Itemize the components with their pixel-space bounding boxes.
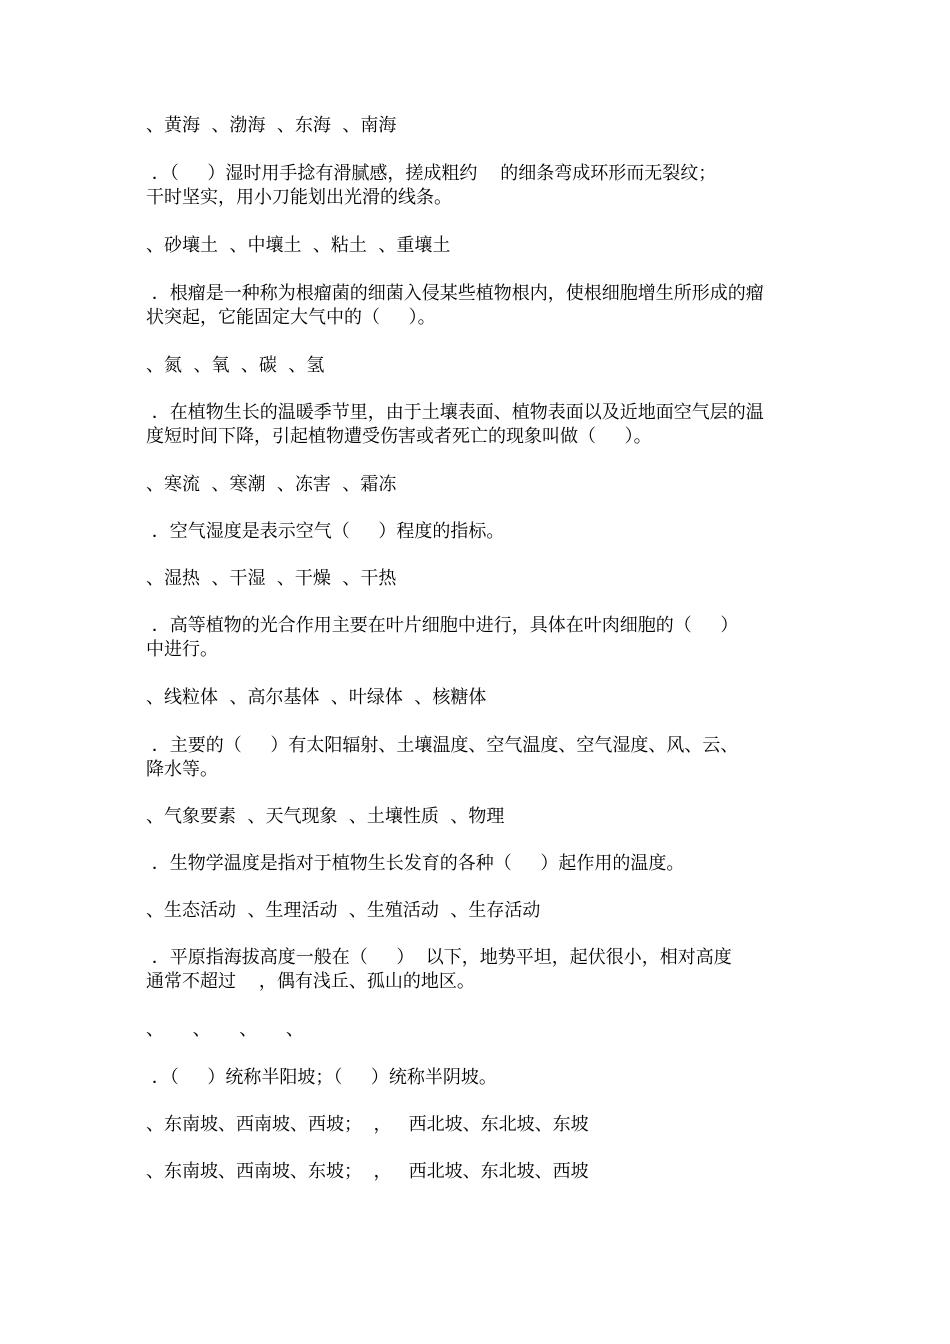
- question-line: 度短时间下降，引起植物遭受伤害或者死亡的现象叫做（ ）。: [146, 426, 652, 447]
- options-line: 、生态活动 、生理活动 、生殖活动 、生存活动: [146, 900, 541, 921]
- question-line: ．高等植物的光合作用主要在叶片细胞中进行，具体在叶肉细胞的（ ）: [146, 615, 739, 636]
- question-line: ．平原指海拔高度一般在（ ） 以下，地势平坦，起伏很小，相对高度: [146, 947, 732, 968]
- question-line: ．根瘤是一种称为根瘤菌的细菌入侵某些植物根内，使根细胞增生所形成的瘤: [146, 283, 764, 304]
- question-line: 状突起，它能固定大气中的（ ）。: [146, 307, 436, 328]
- options-line: 、东南坡、西南坡、东坡； ， 西北坡、东北坡、西坡: [146, 1161, 589, 1182]
- question-line: ．（ ）湿时用手捻有滑腻感，搓成粗约 的细条弯成环形而无裂纹；: [146, 163, 717, 184]
- options-line: 、气象要素 、天气现象 、土壤性质 、物理: [146, 806, 505, 827]
- options-line: 、线粒体 、高尔基体 、叶绿体 、核糖体: [146, 687, 487, 708]
- question-line: ．在植物生长的温暖季节里，由于土壤表面、植物表面以及近地面空气层的温: [146, 402, 764, 423]
- options-line: 、湿热 、干湿 、干燥 、干热: [146, 568, 397, 589]
- options-line: 、东南坡、西南坡、西坡； ， 西北坡、东北坡、东坡: [146, 1114, 589, 1135]
- options-line: 、砂壤土 、中壤土 、粘土 、重壤土: [146, 235, 451, 256]
- question-line: ．主要的（ ）有太阳辐射、土壤温度、空气温度、空气湿度、风、云、: [146, 735, 739, 756]
- question-line: 通常不超过 ，偶有浅丘、孤山的地区。: [146, 971, 475, 992]
- question-line: 降水等。: [146, 759, 218, 780]
- question-line: ．生物学温度是指对于植物生长发育的各种（ ）起作用的温度。: [146, 853, 685, 874]
- question-line: 干时坚实，用小刀能划出光滑的线条。: [146, 187, 452, 208]
- options-line: 、 、 、 、: [146, 1019, 304, 1040]
- question-line: ．空气湿度是表示空气（ ）程度的指标。: [146, 521, 505, 542]
- options-line: 、黄海 、渤海 、东海 、南海: [146, 115, 397, 136]
- options-line: 、寒流 、寒潮 、冻害 、霜冻: [146, 474, 397, 495]
- question-line: ．（ ）统称半阳坡；（ ）统称半阴坡。: [146, 1067, 497, 1088]
- options-line: 、氮 、氧 、碳 、氢: [146, 355, 325, 376]
- question-line: 中进行。: [146, 639, 218, 660]
